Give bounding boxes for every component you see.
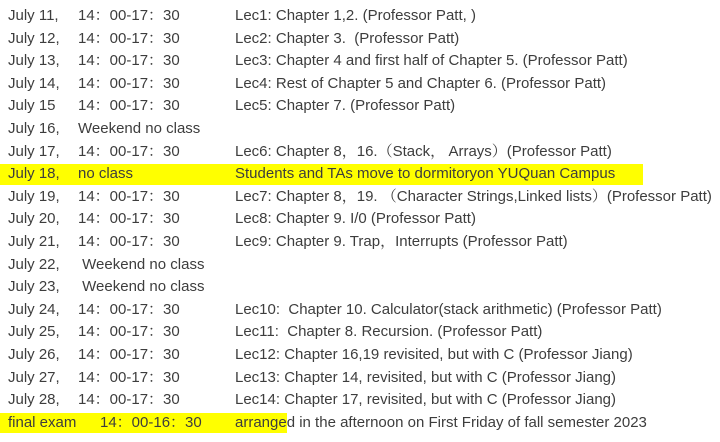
time-cell: no class xyxy=(78,165,134,183)
date-cell: July 27, xyxy=(8,368,60,386)
schedule-row xyxy=(0,186,720,209)
time-cell: 14：00-17：30 xyxy=(78,232,180,250)
date-cell: July 16, xyxy=(8,119,60,137)
time-cell: 14：00-17：30 xyxy=(78,7,180,24)
date-cell: July 14, xyxy=(8,74,60,92)
date-cell: July 13, xyxy=(8,52,60,70)
time-cell: Weekend no class xyxy=(78,255,205,273)
description-cell: Lec13: Chapter 14, revisited, but with C (Professor Jiang) xyxy=(235,368,617,386)
time-cell: Weekend no class xyxy=(78,278,205,296)
description-cell: Lec6: Chapter 8，16.（Stack， Arrays）(Professor Patt) xyxy=(235,142,612,160)
description-cell: Lec2: Chapter 3. (Professor Patt) xyxy=(235,29,460,47)
date-cell: July 17, xyxy=(8,142,60,160)
schedule-row xyxy=(0,5,720,28)
time-cell: 14：00-17：30 xyxy=(78,345,180,363)
description-cell: arranged in the afternoon on First Friday of fall semester 2023 xyxy=(235,413,647,431)
schedule-row xyxy=(0,28,720,51)
schedule-row xyxy=(0,163,720,186)
date-cell: final exam xyxy=(8,413,77,431)
schedule-row xyxy=(0,412,720,435)
time-cell: 14：00-17：30 xyxy=(78,391,180,409)
date-cell: July 28, xyxy=(8,391,60,409)
schedule-row xyxy=(0,231,720,254)
description-cell: Lec8: Chapter 9. I/0 (Professor Patt) xyxy=(235,210,476,228)
time-cell: 14：00-17：30 xyxy=(78,368,180,386)
schedule-row xyxy=(0,344,720,367)
time-cell: 14：00-16：30 xyxy=(100,413,202,431)
time-cell: 14：00-17：30 xyxy=(78,52,180,70)
schedule-row xyxy=(0,254,720,277)
date-cell: July 21, xyxy=(8,232,60,250)
description-cell: Lec14: Chapter 17, revisited, but with C (Professor Jiang) xyxy=(235,391,617,409)
schedule-row xyxy=(0,321,720,344)
description-cell: Lec5: Chapter 7. (Professor Patt) xyxy=(235,97,456,115)
time-cell: 14：00-17：30 xyxy=(78,210,180,228)
description-cell: Lec9: Chapter 9. Trap，Interrupts (Professor Patt) xyxy=(235,232,568,250)
schedule-row xyxy=(0,73,720,96)
time-cell: 14：00-17：30 xyxy=(78,300,180,318)
date-cell: July 18, xyxy=(8,165,60,183)
date-cell: July 24, xyxy=(8,300,60,318)
schedule-row xyxy=(0,208,720,231)
date-cell: July 19, xyxy=(8,187,60,205)
description-cell: Lec7: Chapter 8，19. （Character Strings,Linked lists）(Professor Patt) xyxy=(235,187,712,205)
description-cell: Lec10: Chapter 10. Calculator(stack arithmetic) (Professor Patt) xyxy=(235,300,662,318)
schedule-row xyxy=(0,141,720,164)
time-cell: 14：00-17：30 xyxy=(78,97,180,115)
date-cell: July 26, xyxy=(8,345,60,363)
time-cell: Weekend no class xyxy=(78,119,201,137)
schedule-row xyxy=(0,276,720,299)
description-cell: Lec1: Chapter 1,2. (Professor Patt, ) xyxy=(235,7,476,24)
description-cell: Students and TAs move to dormitoryon YUQuan Campus xyxy=(235,165,616,183)
schedule-row xyxy=(0,95,720,118)
date-cell: July 15 xyxy=(8,97,56,115)
description-cell: Lec3: Chapter 4 and first half of Chapter 5. (Professor Patt) xyxy=(235,52,628,70)
time-cell: 14：00-17：30 xyxy=(78,74,180,92)
date-cell: July 11, xyxy=(8,7,59,24)
date-cell: July 12, xyxy=(8,29,60,47)
schedule-row xyxy=(0,367,720,390)
time-cell: 14：00-17：30 xyxy=(78,323,180,341)
time-cell: 14：00-17：30 xyxy=(78,187,180,205)
date-cell: July 22, xyxy=(8,255,60,273)
description-cell: Lec11: Chapter 8. Recursion. (Professor Patt) xyxy=(235,323,543,341)
date-cell: July 25, xyxy=(8,323,60,341)
date-cell: July 20, xyxy=(8,210,60,228)
time-cell: 14：00-17：30 xyxy=(78,142,180,160)
date-cell: July 23, xyxy=(8,278,60,296)
time-cell: 14：00-17：30 xyxy=(78,29,180,47)
schedule-row xyxy=(0,118,720,141)
description-cell: Lec12: Chapter 16,19 revisited, but with C (Professor Jiang) xyxy=(235,345,633,363)
description-cell: Lec4: Rest of Chapter 5 and Chapter 6. (Professor Patt) xyxy=(235,74,607,92)
schedule-row xyxy=(0,50,720,73)
schedule-row xyxy=(0,389,720,412)
schedule-row xyxy=(0,299,720,322)
